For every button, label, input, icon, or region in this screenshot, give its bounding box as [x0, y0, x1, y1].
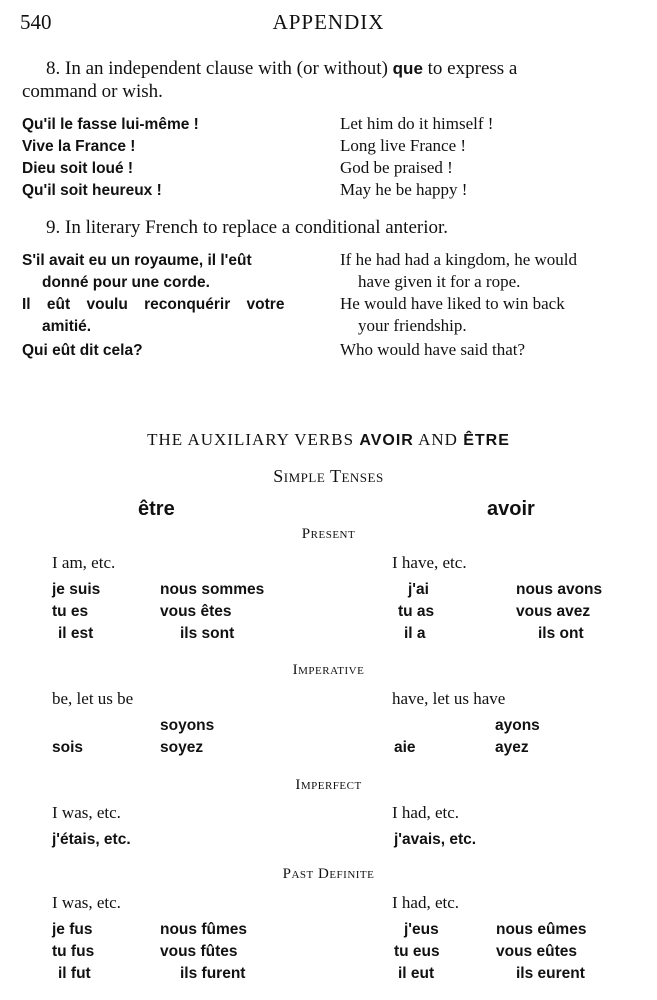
s8-fr-3: Dieu soit loué ! [22, 160, 134, 177]
past-definite-etre-gloss: I was, etc. [52, 893, 121, 912]
present-heading: Present [301, 526, 356, 542]
col-etre-heading: être [138, 498, 175, 520]
present-avoir-p2: vous avez [516, 603, 591, 620]
section8-intro-a: 8. In an independent clause with (or without) [46, 58, 393, 79]
pd-etre-p1: nous fûmes [160, 921, 247, 938]
s8-en-1: Let him do it himself ! [340, 114, 494, 133]
imperative-avoir-ayez: ayez [495, 739, 529, 756]
present-avoir-s3: il a [404, 625, 426, 642]
pd-avoir-p1: nous eûmes [496, 921, 587, 938]
s9-en-1a: If he had had a kingdom, he would [340, 250, 577, 269]
present-avoir-p1: nous avons [516, 581, 603, 598]
section9-intro: 9. In literary French to replace a conditional anterior. [46, 217, 449, 238]
section8-intro-que: que [392, 59, 423, 78]
present-avoir-p3: ils ont [538, 625, 584, 642]
s8-en-4: May he be happy ! [340, 180, 468, 199]
present-etre-p2: vous êtes [160, 603, 232, 620]
pd-etre-p2: vous fûtes [160, 943, 238, 960]
imperative-avoir-gloss: have, let us have [392, 689, 506, 708]
imperative-etre-soyez: soyez [160, 739, 204, 756]
s9-en-1b: have given it for a rope. [358, 272, 521, 291]
imperfect-avoir-gloss: I had, etc. [392, 803, 460, 822]
pd-avoir-p2: vous eûtes [496, 943, 577, 960]
present-etre-p1: nous sommes [160, 581, 265, 598]
pd-etre-p3: ils furent [180, 965, 246, 982]
section8-intro [46, 58, 517, 80]
pd-etre-s3: il fut [58, 965, 91, 982]
running-header-title: APPENDIX [272, 10, 385, 34]
s9-fr-1b: donné pour une corde. [42, 274, 210, 291]
section8-intro-line2: command or wish. [22, 81, 163, 102]
aux-title-a: THE AUXILIARY VERBS [147, 430, 360, 449]
s9-en-2a: He would have liked to win back [340, 294, 565, 313]
aux-title [0, 430, 657, 450]
imperative-etre-gloss: be, let us be [52, 689, 134, 708]
past-definite-avoir-gloss: I had, etc. [392, 893, 460, 912]
aux-title-avoir: AVOIR [359, 432, 414, 449]
page-number: 540 [20, 10, 52, 34]
past-definite-heading: Past Definite [282, 866, 375, 882]
imperfect-heading: Imperfect [295, 777, 362, 793]
present-etre-s3: il est [58, 625, 94, 642]
imperative-avoir-aie: aie [394, 739, 416, 756]
s8-en-2: Long live France ! [340, 136, 467, 155]
present-etre-gloss: I am, etc. [52, 553, 116, 572]
s9-fr-3a: Qui eût dit cela? [22, 342, 143, 359]
imperfect-avoir-form: j'avais, etc. [394, 831, 477, 848]
aux-title-and: AND [413, 430, 464, 449]
s9-fr-1a: S'il avait eu un royaume, il l'eût [22, 252, 252, 269]
imperative-etre-soyons: soyons [160, 717, 215, 734]
present-avoir-s1: j'ai [408, 581, 429, 598]
section8-intro-b: to express a [422, 58, 518, 79]
present-etre-s1: je suis [52, 581, 101, 598]
imperative-avoir-ayons: ayons [495, 717, 540, 734]
s9-en-3a: Who would have said that? [340, 340, 526, 359]
pd-etre-s2: tu fus [52, 943, 95, 960]
present-etre-s2: tu es [52, 603, 89, 620]
col-avoir-heading: avoir [487, 498, 535, 520]
pd-avoir-s3: il eut [398, 965, 435, 982]
s8-fr-2: Vive la France ! [22, 138, 136, 155]
present-avoir-gloss: I have, etc. [392, 553, 467, 572]
aux-subtitle: Simple Tenses [273, 466, 384, 486]
imperative-etre-sois: sois [52, 739, 84, 756]
s9-fr-2a: Il eût voulu reconquérir votre [22, 296, 285, 313]
s8-fr-1: Qu'il le fasse lui-même ! [22, 116, 199, 133]
imperfect-etre-form: j'étais, etc. [52, 831, 131, 848]
present-etre-p3: ils sont [180, 625, 235, 642]
pd-avoir-p3: ils eurent [516, 965, 585, 982]
pd-etre-s1: je fus [52, 921, 93, 938]
imperfect-etre-gloss: I was, etc. [52, 803, 121, 822]
s8-en-3: God be praised ! [340, 158, 453, 177]
pd-avoir-s2: tu eus [394, 943, 440, 960]
s8-fr-4: Qu'il soit heureux ! [22, 182, 162, 199]
aux-title-etre: ÊTRE [463, 432, 510, 449]
pd-avoir-s1: j'eus [404, 921, 439, 938]
s9-en-2b: your friendship. [358, 316, 467, 335]
present-avoir-s2: tu as [398, 603, 435, 620]
s9-fr-2b: amitié. [42, 318, 92, 335]
imperative-heading: Imperative [292, 662, 365, 678]
